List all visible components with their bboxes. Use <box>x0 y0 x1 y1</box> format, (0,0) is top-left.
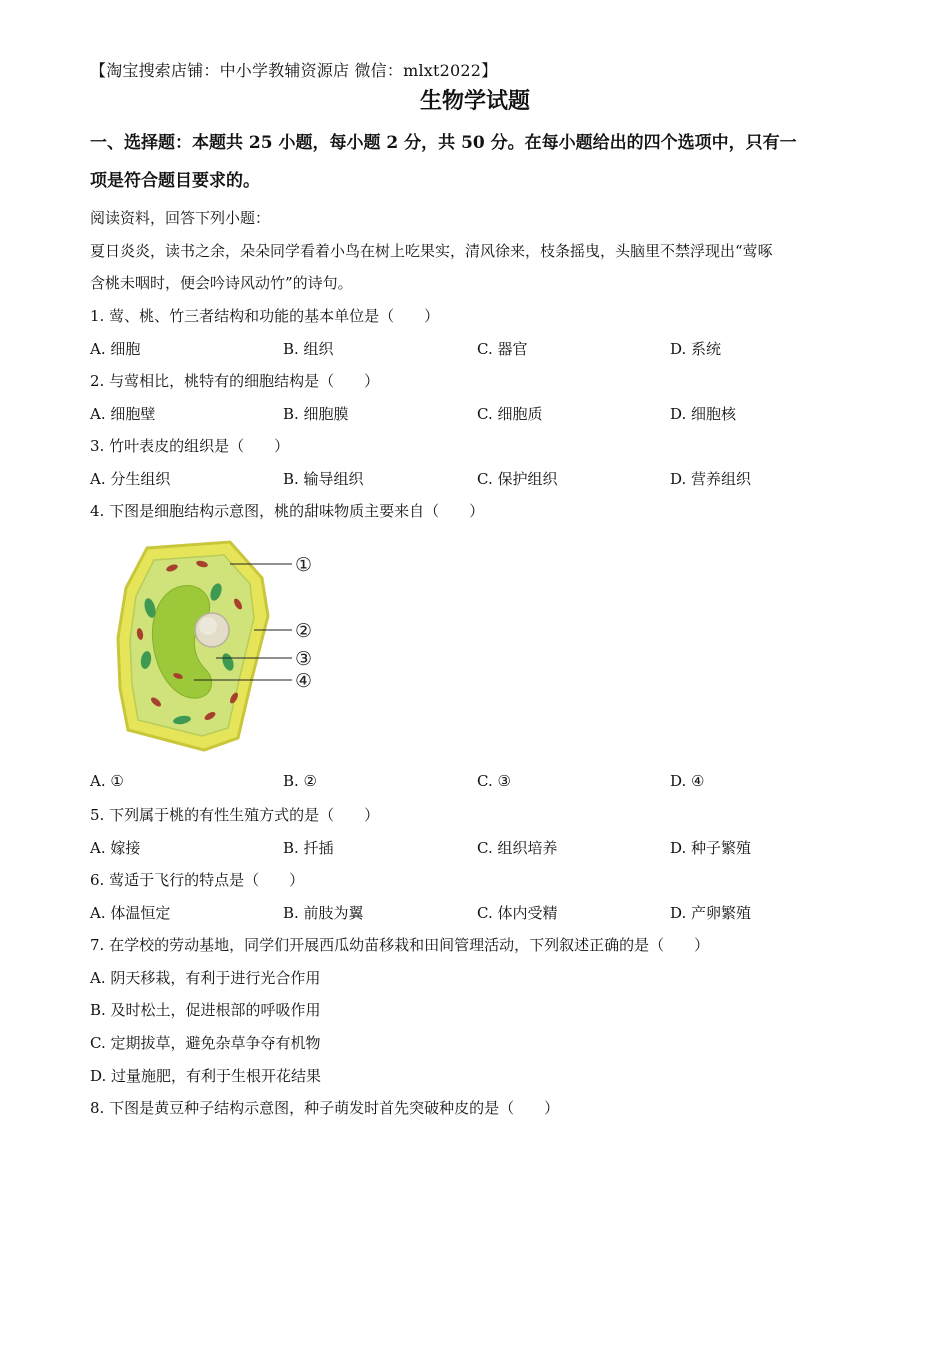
plant-cell-diagram <box>112 538 322 752</box>
question-4-stem: 4. 下图是细胞结构示意图，桃的甜味物质主要来自（ ） <box>90 502 485 520</box>
question-4-option-b: B. ② <box>283 772 318 790</box>
question-1-option-c: C. 器官 <box>477 340 528 358</box>
question-7-stem: 7. 在学校的劳动基地，同学们开展西瓜幼苗移栽和田间管理活动，下列叙述正确的是（ ） <box>90 936 710 954</box>
question-6-option-b: B. 前肢为翼 <box>283 904 364 922</box>
header-note: 【淘宝搜索店铺：中小学教辅资源店 微信：mlxt2022】 <box>90 61 498 80</box>
reading-intro: 阅读资料，回答下列小题： <box>90 209 271 227</box>
question-5-option-d: D. 种子繁殖 <box>670 839 752 857</box>
question-2-stem: 2. 与莺相比，桃特有的细胞结构是（ ） <box>90 372 380 390</box>
diagram-label-2: ② <box>295 620 313 642</box>
question-5-option-a: A. 嫁接 <box>90 839 141 857</box>
question-3-option-c: C. 保护组织 <box>477 470 558 488</box>
question-6-option-a: A. 体温恒定 <box>90 904 171 922</box>
question-7-option-a: A. 阴天移栽，有利于进行光合作用 <box>90 969 321 987</box>
question-3-stem: 3. 竹叶表皮的组织是（ ） <box>90 437 290 455</box>
question-3-option-d: D. 营养组织 <box>670 470 752 488</box>
question-8-stem: 8. 下图是黄豆种子结构示意图，种子萌发时首先突破种皮的是（ ） <box>90 1099 560 1117</box>
question-5-stem: 5. 下列属于桃的有性生殖方式的是（ ） <box>90 806 380 824</box>
question-5-option-b: B. 扦插 <box>283 839 334 857</box>
question-7-option-c: C. 定期拔草，避免杂草争夺有机物 <box>90 1034 321 1052</box>
question-1-stem: 1. 莺、桃、竹三者结构和功能的基本单位是（ ） <box>90 307 440 325</box>
diagram-label-1: ① <box>295 554 313 576</box>
question-2-option-a: A. 细胞壁 <box>90 405 156 423</box>
diagram-label-3: ③ <box>295 648 313 670</box>
question-1-option-d: D. 系统 <box>670 340 722 358</box>
diagram-label-4: ④ <box>295 670 313 692</box>
section-heading-line2: 项是符合题目要求的。 <box>90 171 260 191</box>
question-4-option-a: A. ① <box>90 772 124 790</box>
question-3-option-b: B. 输导组织 <box>283 470 364 488</box>
question-7-option-b: B. 及时松土，促进根部的呼吸作用 <box>90 1001 321 1019</box>
question-6-option-c: C. 体内受精 <box>477 904 558 922</box>
page-title: 生物学试题 <box>419 88 530 114</box>
question-3-option-a: A. 分生组织 <box>90 470 171 488</box>
question-6-option-d: D. 产卵繁殖 <box>670 904 752 922</box>
question-7-option-d: D. 过量施肥，有利于生根开花结果 <box>90 1067 322 1085</box>
question-2-option-c: C. 细胞质 <box>477 405 543 423</box>
nucleolus <box>199 617 217 635</box>
question-1-option-b: B. 组织 <box>283 340 334 358</box>
question-5-option-c: C. 组织培养 <box>477 839 558 857</box>
reading-paragraph-line1: 夏日炎炎，读书之余，朵朵同学看着小鸟在树上吃果实，清风徐来，枝条摇曳，头脑里不禁浮现出“莺啄 <box>90 242 773 260</box>
question-4-option-c: C. ③ <box>477 772 511 790</box>
section-heading-line1: 一、选择题：本题共 25 小题，每小题 2 分，共 50 分。在每小题给出的四个选项中，只有一 <box>90 133 797 153</box>
question-2-option-d: D. 细胞核 <box>670 405 737 423</box>
question-1-option-a: A. 细胞 <box>90 340 141 358</box>
question-2-option-b: B. 细胞膜 <box>283 405 349 423</box>
question-6-stem: 6. 莺适于飞行的特点是（ ） <box>90 871 305 889</box>
question-4-option-d: D. ④ <box>670 772 705 790</box>
reading-paragraph-line2: 含桃未咽时，便会吟诗风动竹”的诗句。 <box>90 274 353 292</box>
